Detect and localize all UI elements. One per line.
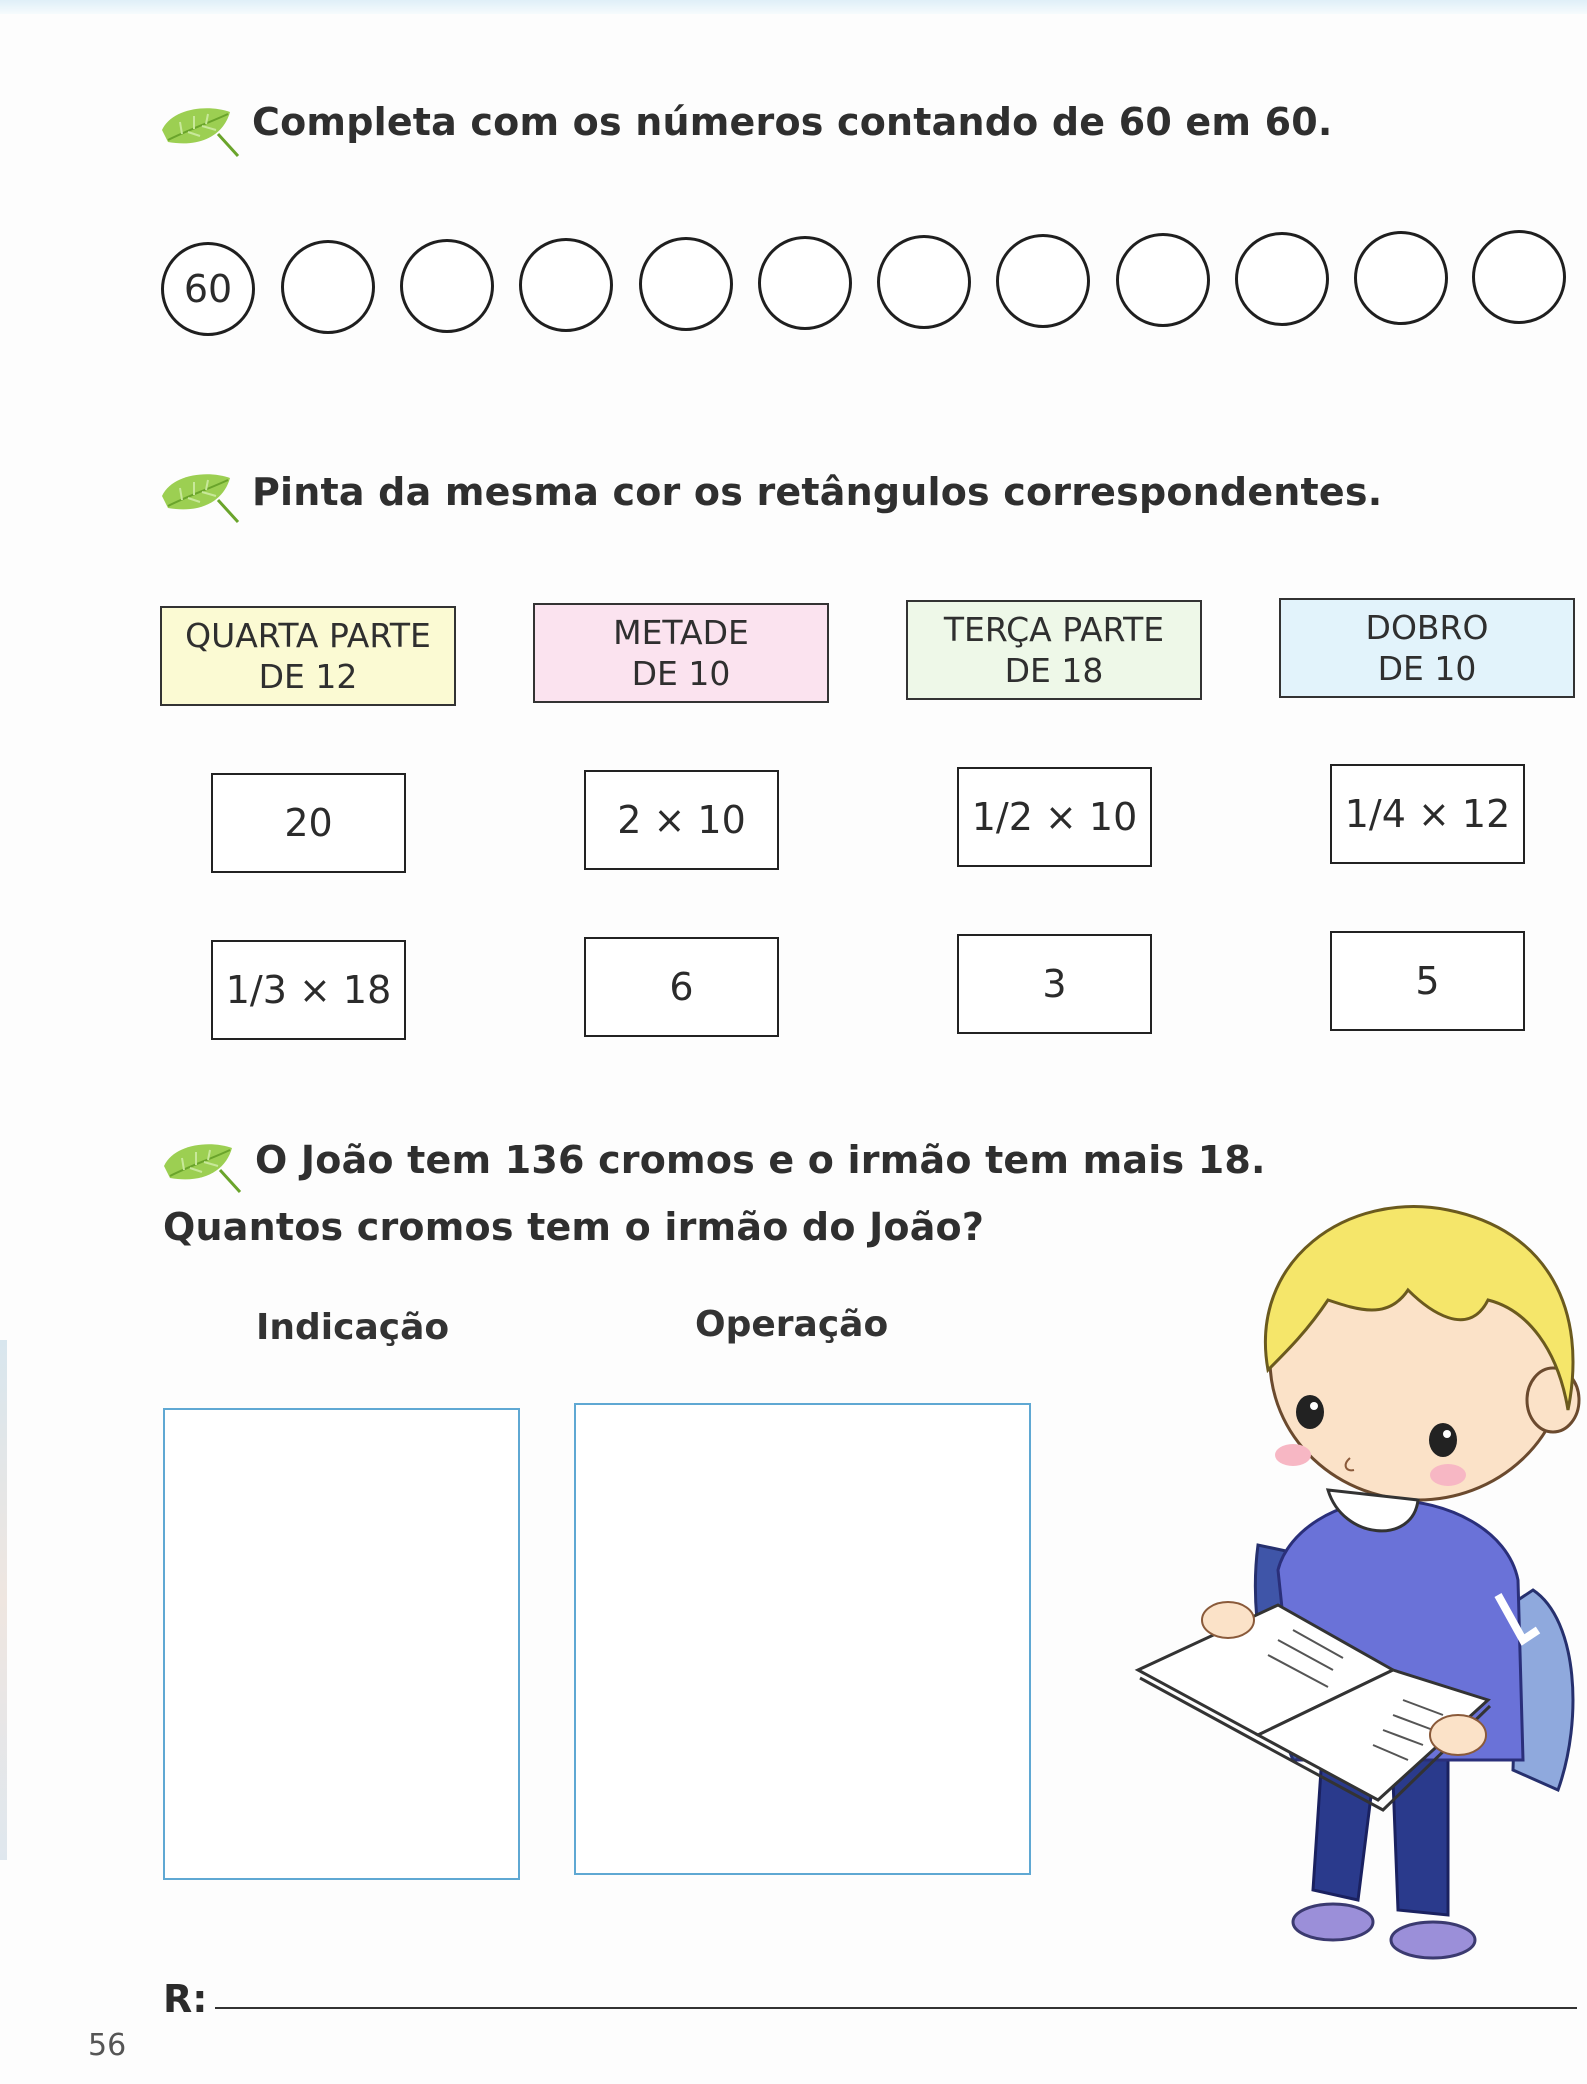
leaf-icon — [158, 470, 244, 526]
header-box-half-of-10[interactable] — [533, 603, 829, 703]
circle-10[interactable] — [1235, 232, 1329, 326]
header-box-double-of-10[interactable] — [1279, 598, 1575, 698]
exercise3-prompt: O João tem 136 cromos e o irmão tem mais 18. — [255, 1138, 1266, 1182]
value-box[interactable]: 6 — [584, 937, 779, 1037]
header-line1: METADE — [613, 613, 749, 652]
circle-9[interactable] — [1116, 233, 1210, 327]
value-box[interactable]: 1/2 × 10 — [957, 767, 1152, 867]
circle-2[interactable] — [281, 240, 375, 334]
exercise3-question: Quantos cromos tem o irmão do João? — [163, 1205, 985, 1249]
circle-7[interactable] — [877, 235, 971, 329]
top-border — [0, 0, 1587, 14]
value-box[interactable]: 1/3 × 18 — [211, 940, 406, 1040]
operation-box[interactable] — [574, 1403, 1031, 1875]
circle-3[interactable] — [400, 239, 494, 333]
header-line2: DE 12 — [258, 657, 358, 696]
answer-label: R: — [163, 1977, 208, 2021]
exercise2-prompt: Pinta da mesma cor os retângulos correspondentes. — [252, 470, 1383, 514]
boy-reading-illustration — [1128, 1200, 1587, 1970]
leaf-icon — [158, 104, 244, 160]
answer-line[interactable] — [215, 2007, 1577, 2009]
left-edge-strip — [0, 1340, 7, 1860]
circle-8[interactable] — [996, 234, 1090, 328]
value-box[interactable]: 1/4 × 12 — [1330, 764, 1525, 864]
page-number: 56 — [88, 2028, 127, 2063]
header-line2: DE 10 — [631, 654, 731, 693]
indication-box[interactable] — [163, 1408, 520, 1880]
circle-5[interactable] — [639, 237, 733, 331]
value-box[interactable]: 20 — [211, 773, 406, 873]
circle-4[interactable] — [519, 238, 613, 332]
exercise1-prompt: Completa com os números contando de 60 em 60. — [252, 100, 1333, 144]
header-box-third-of-18[interactable] — [906, 600, 1202, 700]
circle-11[interactable] — [1354, 231, 1448, 325]
indication-label: Indicação — [256, 1307, 450, 1348]
value-box[interactable]: 2 × 10 — [584, 770, 779, 870]
value-box[interactable]: 5 — [1330, 931, 1525, 1031]
value-box[interactable]: 3 — [957, 934, 1152, 1034]
header-line1: TERÇA PARTE — [943, 610, 1165, 649]
circle-12[interactable] — [1472, 230, 1566, 324]
header-line2: DE 10 — [1377, 649, 1477, 688]
header-line2: DE 18 — [1004, 651, 1104, 690]
operation-label: Operação — [695, 1304, 889, 1345]
header-line1: DOBRO — [1365, 608, 1489, 647]
leaf-icon — [160, 1140, 246, 1196]
header-box-quarter-of-12[interactable] — [160, 606, 456, 706]
circle-6[interactable] — [758, 236, 852, 330]
header-line1: QUARTA PARTE — [185, 616, 431, 655]
circle-1: 60 — [161, 242, 255, 336]
